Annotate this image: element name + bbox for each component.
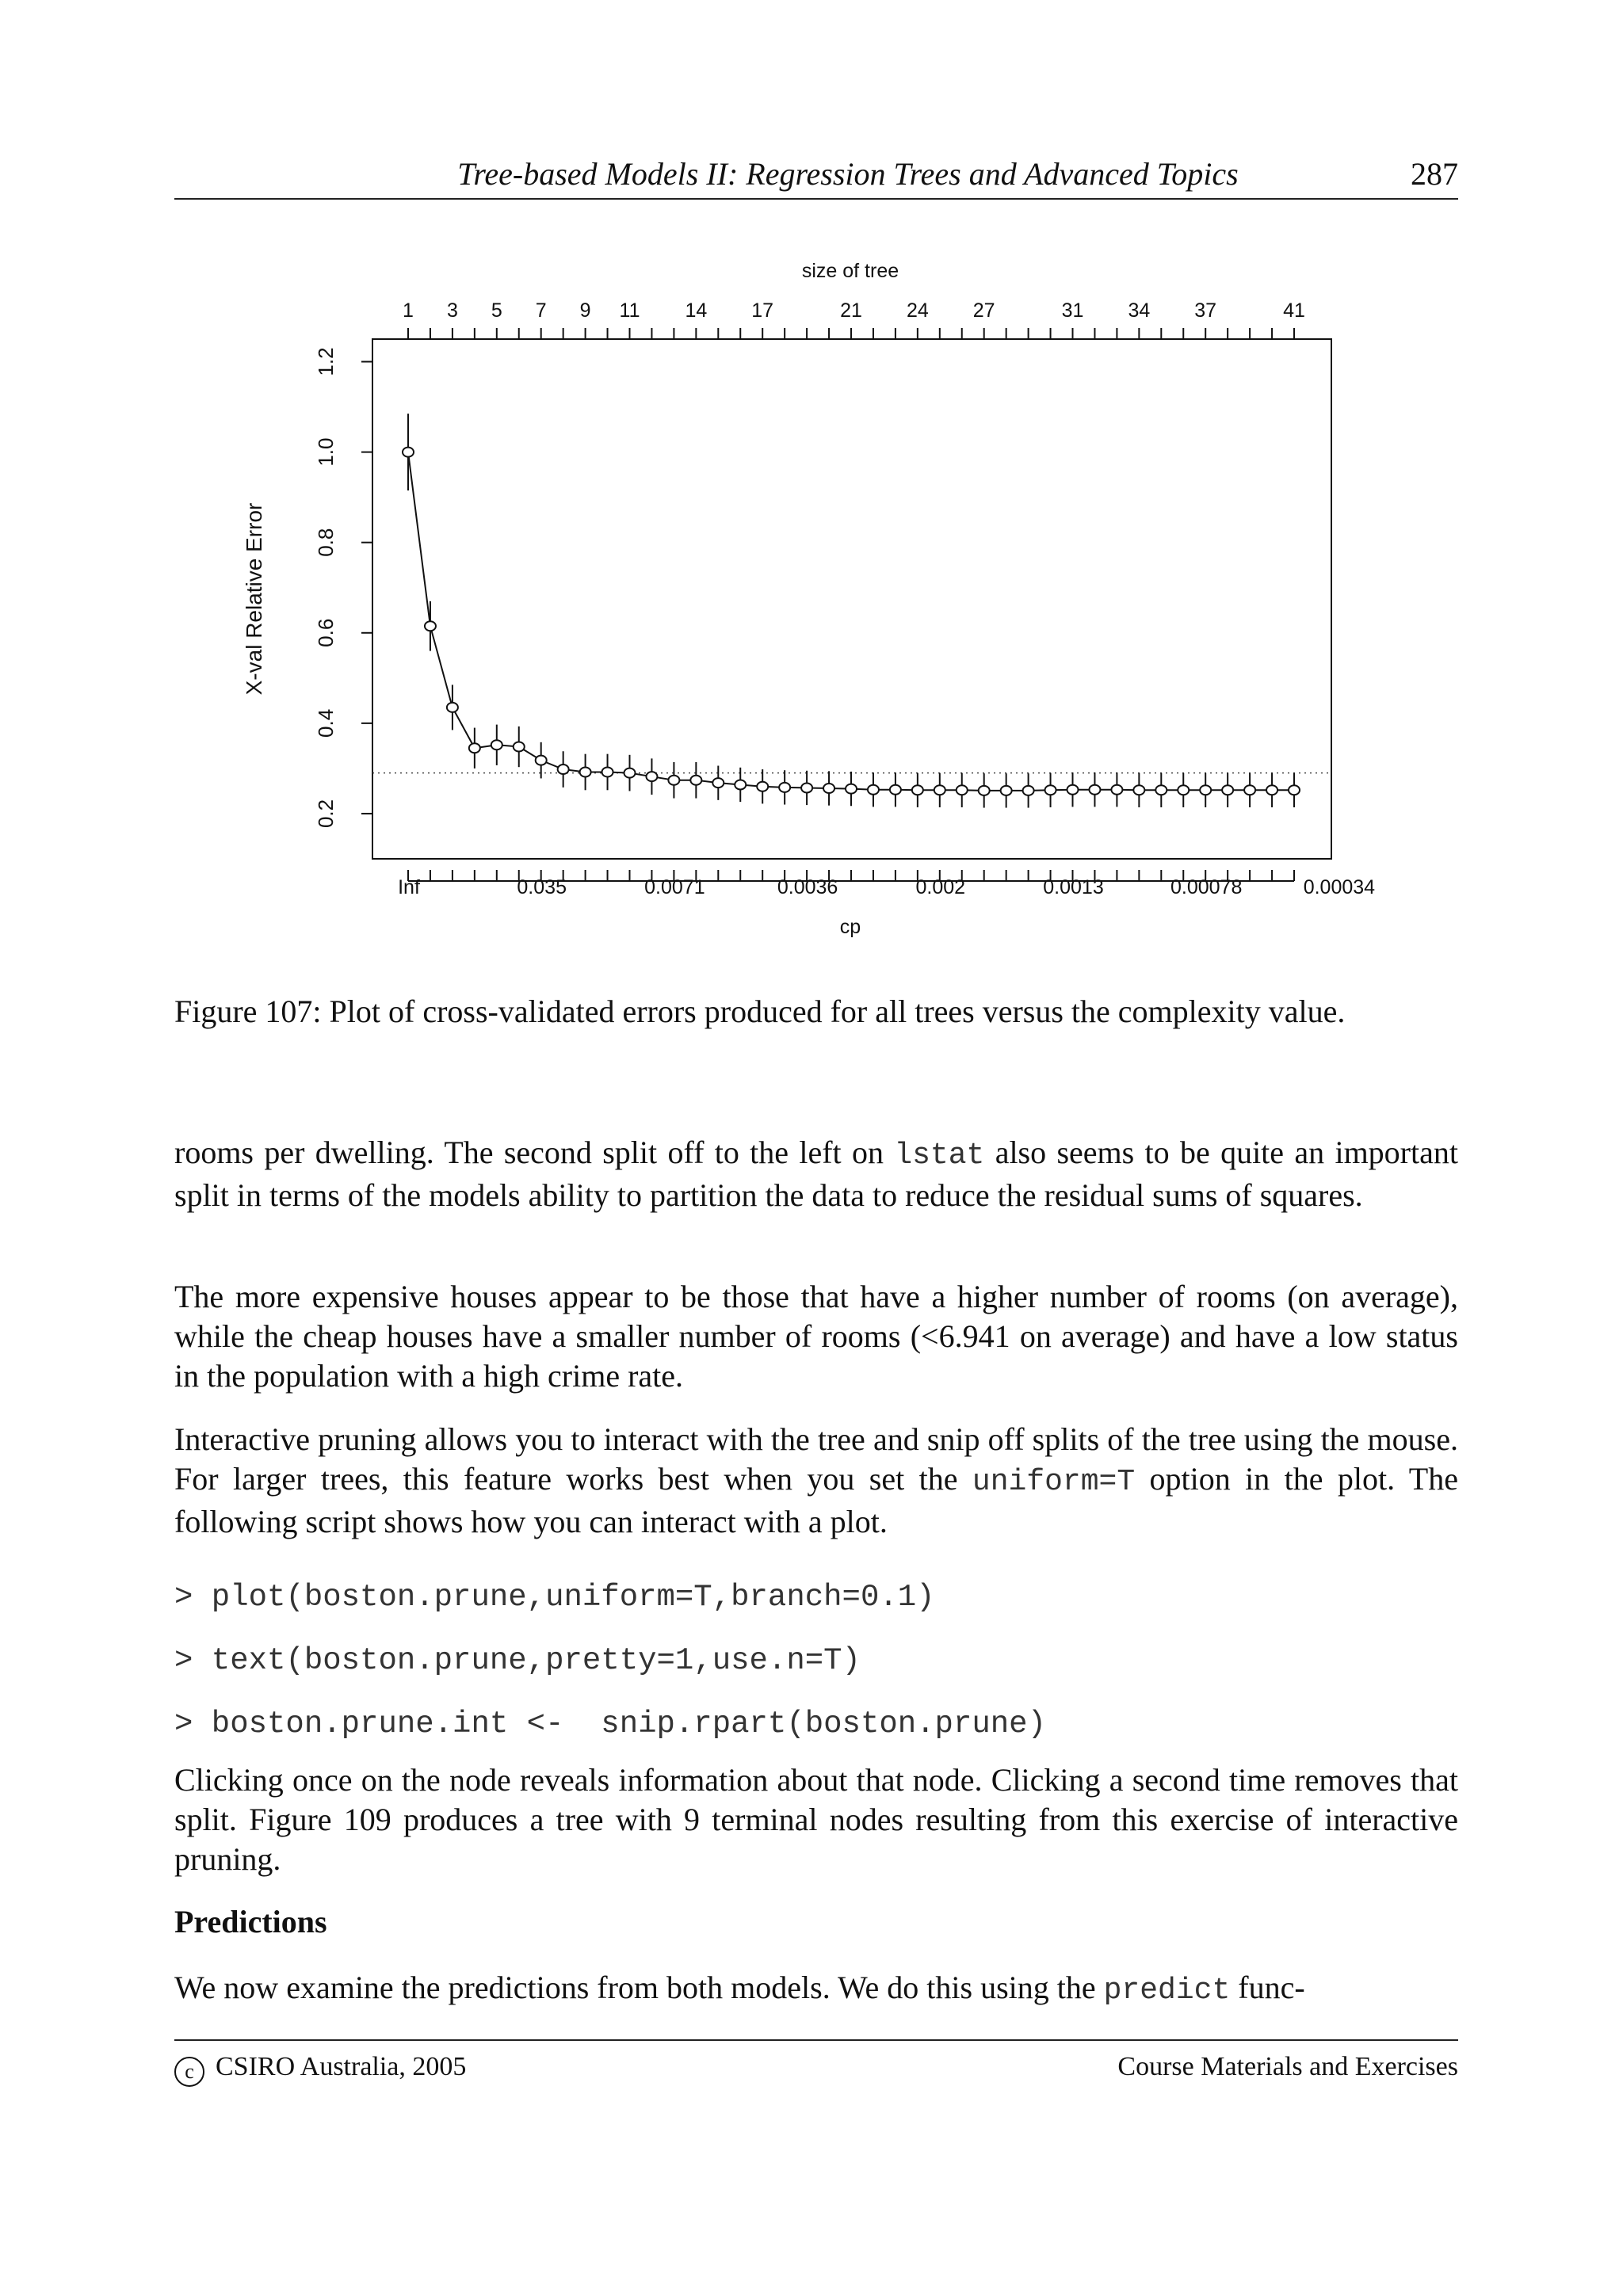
data-point [491,740,502,749]
data-point [712,778,724,788]
data-point [1200,785,1211,795]
top-tick-label: 9 [579,299,591,322]
top-tick-label: 3 [446,299,458,322]
code-line: > plot(boston.prune,uniform=T,branch=0.1) [174,1580,935,1615]
y-tick-label: 0.2 [314,799,338,829]
paragraph [174,1968,1458,2011]
data-point [536,756,547,765]
footer-copyright [174,2052,466,2087]
bottom-tick-label: 0.0013 [1043,876,1104,898]
paragraph-text: We now examine the predictions from both models. We do this using the [174,1970,1104,2005]
running-header-title: Tree-based Models II: Regression Trees and Advanced Topics [457,156,1239,192]
data-point [779,783,790,792]
data-point [668,776,679,785]
cp-plot-figure [0,0,1623,974]
data-point [469,743,480,753]
paragraph [174,1133,1458,1215]
data-point [646,772,657,781]
paragraph: The more expensive houses appear to be those that have a higher number of rooms (on average), while the cheap houses have a smaller number of rooms (<6.941 on average) and have a low status in the population with a high crime rate. [174,1279,1458,1394]
bottom-tick-label: 0.0036 [777,876,838,898]
data-point [890,785,901,795]
data-point [1222,785,1233,795]
data-point [1089,785,1100,795]
data-point [979,786,990,795]
data-point [757,782,768,791]
y-tick-label: 0.8 [314,528,338,557]
bottom-tick-label: Inf [398,876,420,898]
bottom-tick-label: 0.00078 [1170,876,1243,898]
data-point [1133,785,1144,795]
top-tick-label: 31 [1061,299,1084,322]
top-tick-label: 21 [840,299,862,322]
data-point [690,776,701,785]
code-line: > text(boston.prune,pretty=1,use.n=T) [174,1643,861,1678]
top-tick-label: 17 [751,299,774,322]
bottom-tick-label: 0.035 [517,876,567,898]
copyright-icon: c [174,2057,204,2087]
data-point [514,742,525,752]
data-point [425,621,436,631]
bottom-tick-label: 0.00034 [1303,876,1376,898]
top-tick-label: 1 [403,299,414,322]
data-point [912,785,923,795]
paragraph-text: func- [1230,1970,1305,2005]
paragraph [174,1420,1458,1542]
top-tick-label: 27 [972,299,995,322]
top-tick-label: 24 [906,299,929,322]
data-point [1023,786,1034,795]
data-point [823,784,834,793]
data-point [1289,785,1300,795]
page-number: 287 [1411,156,1458,192]
data-point [1067,785,1079,795]
data-point [846,784,857,794]
data-point [1266,785,1277,795]
inline-code: predict [1103,1974,1231,2008]
footer-org: CSIRO Australia, 2005 [216,2052,467,2081]
top-tick-label: 5 [491,299,502,322]
y-tick-label: 1.0 [314,437,338,467]
paragraph-text: option in the plot. The following script shows how you can interact with a plot. [174,1461,1458,1539]
paragraph-text: also seems to be quite an important split in terms of the models ability to partition the data to reduce the residual sums of squares. [174,1135,1458,1213]
data-point [1111,785,1122,795]
top-tick-label: 14 [685,299,708,322]
footer-course: Course Materials and Exercises [1117,2052,1458,2081]
section-heading: Predictions [174,1904,327,1939]
y-axis-label: X-val Relative Error [242,502,266,696]
y-tick-label: 1.2 [314,347,338,376]
data-point [1178,785,1189,795]
data-point [580,767,591,776]
figure-caption: Figure 107: Plot of cross-validated errors produced for all trees versus the complexity value. [174,994,1346,1029]
data-point [735,780,746,789]
data-point [602,767,613,776]
data-point [624,769,636,778]
data-point [558,765,569,774]
inline-code: uniform=T [972,1465,1136,1499]
chart-title: size of tree [801,260,899,282]
paragraph: Clicking once on the node reveals information about that node. Clicking a second time removes that split. Figure 109 produces a tree with 9 terminal nodes resulting from this exercise of interactive pruning. [174,1762,1458,1877]
data-point [801,783,812,792]
inline-code: lstat [894,1138,985,1173]
data-point [934,785,945,795]
data-point [957,785,968,795]
top-tick-label: 37 [1194,299,1217,322]
top-tick-label: 34 [1128,299,1151,322]
top-tick-label: 11 [619,299,640,322]
series-line [408,452,1294,791]
x-axis-label: cp [839,916,861,938]
data-point [1244,785,1255,795]
data-point [447,703,458,712]
data-point [1045,785,1056,795]
paragraph-text: Interactive pruning allows you to interact with the tree and snip off splits of the tree using the mouse. For larger trees, this feature works best when you set the [174,1421,1458,1497]
bottom-tick-label: 0.0071 [644,876,705,898]
top-tick-label: 7 [535,299,547,322]
paragraph-text: rooms per dwelling. The second split off to the left on [174,1135,895,1170]
code-line: > boston.prune.int <- snip.rpart(boston.prune) [174,1707,1046,1741]
y-tick-label: 0.4 [314,708,338,738]
y-tick-label: 0.6 [314,618,338,647]
top-tick-label: 41 [1283,299,1305,322]
data-point [1001,786,1012,795]
data-point [403,448,414,457]
bottom-tick-label: 0.002 [915,876,966,898]
data-point [868,785,879,795]
data-point [1155,785,1167,795]
footer-rule [174,2039,1458,2041]
